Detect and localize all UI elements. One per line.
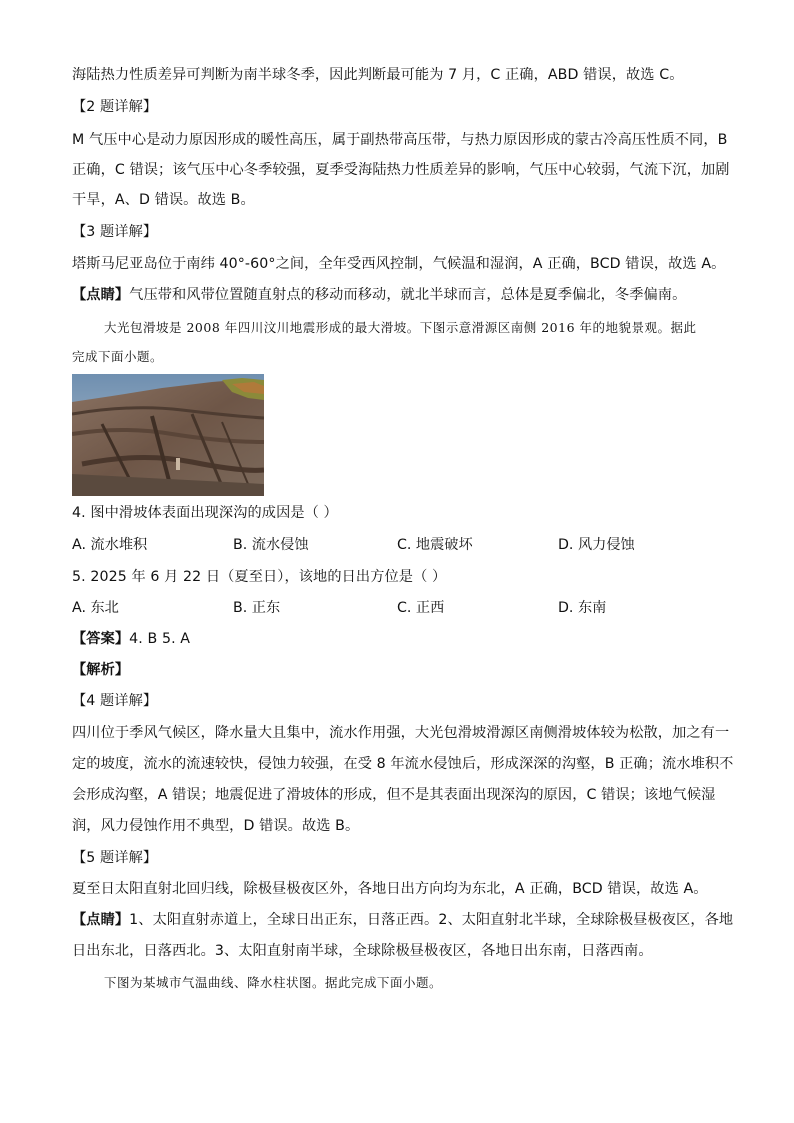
text-line: 干旱，A、D 错误。故选 B。	[72, 192, 255, 208]
analysis-heading: 【解析】	[72, 662, 130, 678]
tip-paragraph-2	[72, 910, 732, 930]
material-intro: 大光包滑坡是 2008 年四川汶川地震形成的最大滑坡。下图示意滑源区南侧 2016 年的地貌景观。据此	[104, 320, 697, 335]
text-line: 日出东北，日落西北。3、太阳直射南半球，全球除极昼极夜区，各地日出东南，日落西南。	[72, 943, 653, 959]
section-heading-q4: 【4 题详解】	[72, 693, 158, 709]
text-line: 正确，C 错误；该气压中心冬季较强，夏季受海陆热力性质差异的影响，气压中心较弱，气流下沉，加剧	[72, 162, 730, 178]
text-line: 夏至日太阳直射北回归线，除极昼极夜区外，各地日出方向均为东北，A 正确，BCD 错误，故选 A。	[72, 881, 708, 897]
text-line: 定的坡度，流水的流速较快，侵蚀力较强，在受 8 年流水侵蚀后，形成深深的沟壑，B 正确；流水堆积不	[72, 756, 734, 772]
answer-text: 4. B 5. A	[129, 631, 191, 647]
question-4: 4. 图中滑坡体表面出现深沟的成因是（ ）	[72, 505, 338, 521]
q5-option-a[interactable]: A. 东北	[72, 600, 119, 616]
q4-option-b[interactable]: B. 流水侵蚀	[233, 537, 309, 553]
material-intro-2: 下图为某城市气温曲线、降水柱状图。据此完成下面小题。	[104, 975, 443, 990]
section-heading-q5: 【5 题详解】	[72, 850, 158, 866]
answer-line	[72, 629, 732, 649]
answer-tag: 【答案】	[72, 631, 130, 647]
tip-paragraph-1	[72, 285, 732, 305]
section-heading-q3: 【3 题详解】	[72, 224, 158, 240]
section-heading-q2: 【2 题详解】	[72, 99, 158, 115]
text-line: 塔斯马尼亚岛位于南纬 40°-60°之间，全年受西风控制，气候温和湿润，A 正确，BCD 错误，故选 A。	[72, 256, 726, 272]
material-intro-cont: 完成下面小题。	[72, 349, 164, 364]
q4-option-d[interactable]: D. 风力侵蚀	[558, 537, 635, 553]
tip-text: 气压带和风带位置随直射点的移动而移动，就北半球而言，总体是夏季偏北，冬季偏南。	[129, 287, 687, 303]
text-line: M 气压中心是动力原因形成的暖性高压，属于副热带高压带，与热力原因形成的蒙古冷高压性质不同，B	[72, 132, 728, 148]
tip-tag: 【点睛】	[72, 287, 130, 303]
text-line: 海陆热力性质差异可判断为南半球冬季，因此判断最可能为 7 月，C 正确，ABD 错误，故选 C。	[72, 67, 684, 83]
text-line: 四川位于季风气候区，降水量大且集中，流水作用强，大光包滑坡滑源区南侧滑坡体较为松散，加之有一	[72, 725, 730, 741]
q5-option-b[interactable]: B. 正东	[233, 600, 281, 616]
text-line: 润，风力侵蚀作用不典型，D 错误。故选 B。	[72, 818, 360, 834]
q4-option-c[interactable]: C. 地震破坏	[397, 537, 473, 553]
q5-option-c[interactable]: C. 正西	[397, 600, 445, 616]
question-5: 5. 2025 年 6 月 22 日（夏至日），该地的日出方位是（ ）	[72, 569, 447, 585]
q4-option-a[interactable]: A. 流水堆积	[72, 537, 148, 553]
landslide-photo	[72, 374, 264, 496]
tip-text: 1、太阳直射赤道上，全球日出正东，日落正西。2、太阳直射北半球，全球除极昼极夜区，各地	[129, 912, 734, 928]
tip-tag: 【点睛】	[72, 912, 130, 928]
text-line: 会形成沟壑，A 错误；地震促进了滑坡体的形成，但不是其表面出现深沟的原因，C 错误；该地气候湿	[72, 787, 716, 803]
q5-option-d[interactable]: D. 东南	[558, 600, 607, 616]
